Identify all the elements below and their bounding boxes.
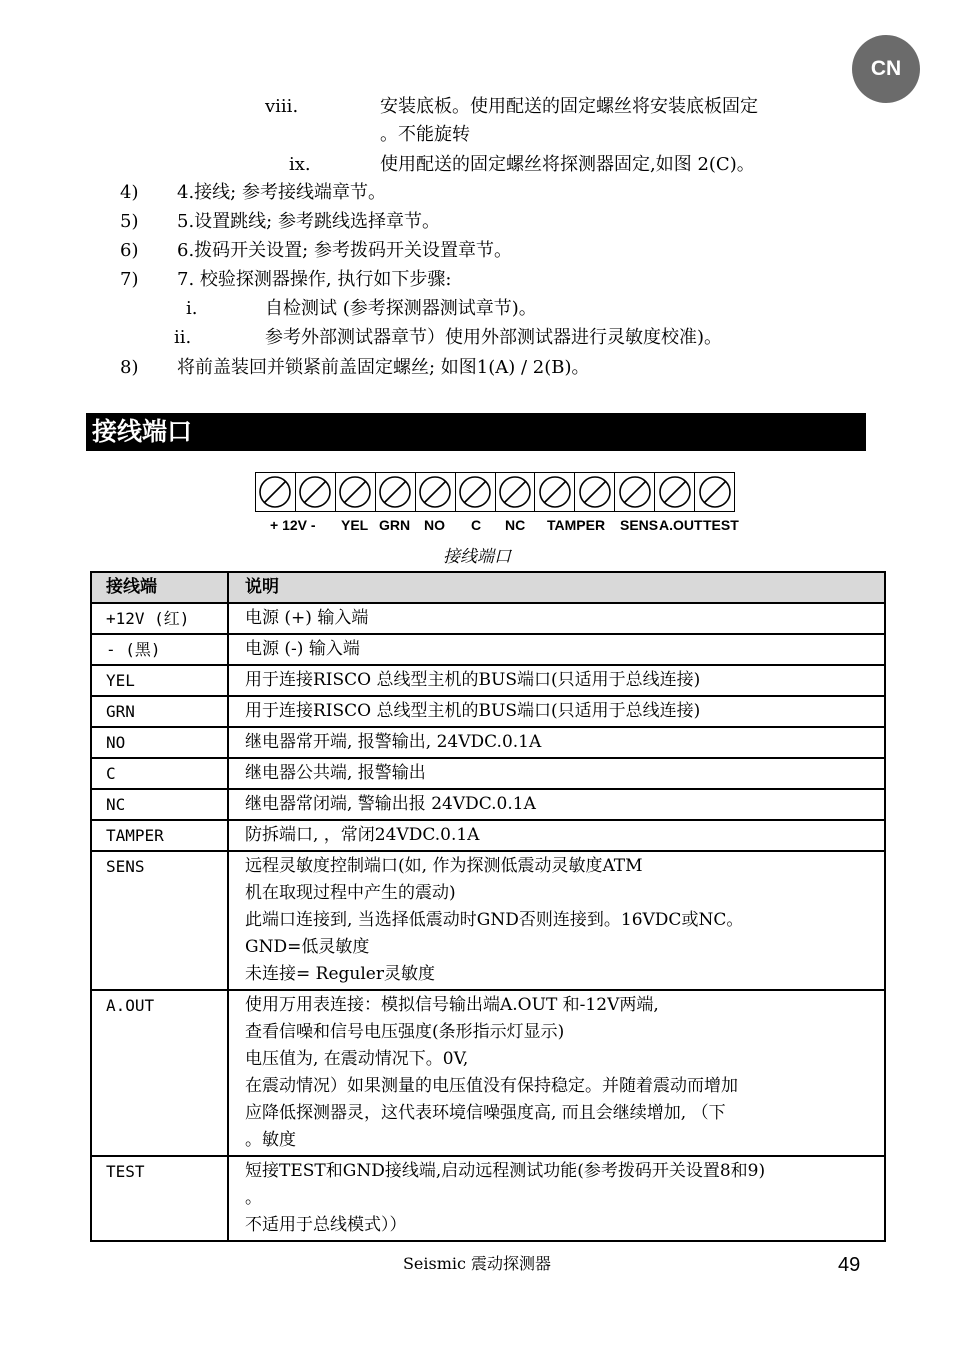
description-line: 应降低探测器灵，这代表环境信噪强度高, 而且会继续增加, （下 <box>245 1103 726 1123</box>
description-line: 继电器公共端, 报警输出 <box>245 763 426 783</box>
terminal-label-aout: A.OUT <box>659 517 703 533</box>
diagram-caption: 接线端口 <box>443 547 511 567</box>
table-row <box>91 1156 885 1241</box>
terminal-screw-icon <box>336 473 376 511</box>
terminal-label-grn: GRN <box>379 517 411 533</box>
terminal-label-no: NO <box>424 517 445 533</box>
terminal-name-cell: +12V (红) <box>91 603 228 634</box>
terminal-name-cell: NC <box>91 789 228 820</box>
terminal-name-cell: SENS <box>91 851 228 990</box>
step-ix-text: 使用配送的固定螺丝将探测器固定,如图 2(C)。 <box>380 154 755 175</box>
page-footer: Seismic 震动探测器 <box>402 1254 552 1273</box>
description-cell <box>228 851 885 990</box>
description-cell <box>228 603 885 634</box>
table-row <box>91 758 885 789</box>
description-line: 用于连接RISCO 总线型主机的BUS端口(只适用于总线连接) <box>245 701 701 721</box>
description-cell <box>228 727 885 758</box>
terminal-label-tamper: TAMPER <box>547 517 606 533</box>
step-viii-number: viii. <box>265 96 299 117</box>
terminal-name-cell: GRN <box>91 696 228 727</box>
terminal-label-yel: YEL <box>341 517 369 533</box>
table-row <box>91 727 885 758</box>
description-line: 。 <box>245 1188 262 1208</box>
language-badge: CN <box>852 35 920 103</box>
table-row <box>91 789 885 820</box>
terminal-screw-icon <box>535 473 575 511</box>
description-line: 。敏度 <box>245 1130 296 1150</box>
step-7-text: 7. 校验探测器操作, 执行如下步骤: <box>177 269 452 290</box>
terminal-block-diagram <box>255 472 735 512</box>
terminal-label-sens: SENS <box>620 517 659 533</box>
step-ii-number: ii. <box>174 327 192 348</box>
terminal-screw-icon <box>296 473 336 511</box>
description-cell <box>228 696 885 727</box>
description-line: 查看信噪和信号电压强度(条形指示灯显示) <box>245 1022 565 1042</box>
table-row <box>91 696 885 727</box>
terminal-name-cell: TAMPER <box>91 820 228 851</box>
table-row <box>91 820 885 851</box>
description-line: 继电器常开端, 报警输出, 24VDC.0.1A <box>245 732 542 752</box>
terminal-label-c: C <box>471 517 482 533</box>
terminal-screw-icon <box>655 473 695 511</box>
table-row <box>91 603 885 634</box>
page-number: 49 <box>838 1254 861 1276</box>
terminal-name-cell: TEST <box>91 1156 228 1241</box>
description-line: 机在取现过程中产生的震动) <box>245 883 456 903</box>
description-line: 用于连接RISCO 总线型主机的BUS端口(只适用于总线连接) <box>245 670 701 690</box>
description-line: 使用万用表连接：模拟信号输出端A.OUT 和-12V两端, <box>245 995 659 1015</box>
description-line: 在震动情况）如果测量的电压值没有保持稳定。并随着震动而增加 <box>245 1076 738 1096</box>
step-7-number: 7) <box>120 269 139 290</box>
terminal-screw-icon <box>256 473 296 511</box>
section-title: 接线端口 <box>92 417 193 446</box>
step-ii-text: 参考外部测试器章节）使用外部测试器进行灵敏度校准)。 <box>265 327 723 348</box>
terminal-screw-icon <box>456 473 496 511</box>
table-row <box>91 851 885 990</box>
terminal-screw-icon <box>496 473 536 511</box>
terminal-description-table <box>90 571 886 1242</box>
terminal-screw-icon <box>376 473 416 511</box>
description-line: 电源 (-) 输入端 <box>245 639 360 659</box>
description-cell <box>228 1156 885 1241</box>
description-line: 防拆端口, ，常闭24VDC.0.1A <box>245 825 480 845</box>
step-i-text: 自检测试 (参考探测器测试章节)。 <box>265 298 537 319</box>
section-heading-bar <box>86 413 866 451</box>
table-row <box>91 634 885 665</box>
step-6-number: 6) <box>120 240 139 261</box>
description-line: 短接TEST和GND接线端,启动远程测试功能(参考拨码开关设置8和9) <box>245 1161 766 1181</box>
step-6-text: 6.拨码开关设置; 参考拨码开关设置章节。 <box>177 240 512 261</box>
description-cell <box>228 820 885 851</box>
terminal-screw-icon <box>416 473 456 511</box>
step-ix-number: ix. <box>289 154 311 175</box>
description-cell <box>228 634 885 665</box>
step-viii-text-cont: 。不能旋转 <box>380 124 470 145</box>
step-4-number: 4) <box>120 182 139 203</box>
step-8-text: 将前盖装回并锁紧前盖固定螺丝; 如图1(A) / 2(B)。 <box>177 357 590 378</box>
table-row <box>91 665 885 696</box>
terminal-name-cell: - (黑) <box>91 634 228 665</box>
step-4-text: 4.接线; 参考接线端章节。 <box>177 182 386 203</box>
terminal-label-power: + 12V - <box>270 517 316 533</box>
step-5-text: 5.设置跳线; 参考跳线选择章节。 <box>177 211 440 232</box>
description-cell <box>228 789 885 820</box>
terminal-label-nc: NC <box>505 517 526 533</box>
terminal-name-cell: A.OUT <box>91 990 228 1156</box>
description-line: 未连接= Reguler灵敏度 <box>245 964 435 984</box>
column-header-terminal: 接线端 <box>91 572 228 603</box>
table-header-row <box>91 572 885 603</box>
terminal-screw-icon <box>575 473 615 511</box>
terminal-name-cell: NO <box>91 727 228 758</box>
step-8-number: 8) <box>120 357 139 378</box>
terminal-name-cell: YEL <box>91 665 228 696</box>
description-line: GND=低灵敏度 <box>245 937 370 957</box>
terminal-name-cell: C <box>91 758 228 789</box>
description-cell <box>228 990 885 1156</box>
description-line: 不适用于总线模式）） <box>245 1215 407 1235</box>
step-viii-text: 安装底板。使用配送的固定螺丝将安装底板固定 <box>380 96 758 117</box>
step-i-number: i. <box>186 298 198 319</box>
description-cell <box>228 758 885 789</box>
terminal-screw-icon <box>695 473 734 511</box>
table-row <box>91 990 885 1156</box>
description-line: 电压值为, 在震动情况下。0V, <box>245 1049 469 1069</box>
description-line: 电源 (+) 输入端 <box>245 608 369 628</box>
description-line: 此端口连接到, 当选择低震动时GND否则连接到。16VDC或NC。 <box>245 910 744 930</box>
terminal-label-test: TEST <box>703 517 739 533</box>
column-header-description: 说明 <box>228 572 885 603</box>
description-line: 远程灵敏度控制端口(如, 作为探测低震动灵敏度ATM <box>245 856 643 876</box>
description-line: 继电器常闭端, 警输出报 24VDC.0.1A <box>245 794 536 814</box>
terminal-screw-icon <box>615 473 655 511</box>
step-5-number: 5) <box>120 211 139 232</box>
description-cell <box>228 665 885 696</box>
